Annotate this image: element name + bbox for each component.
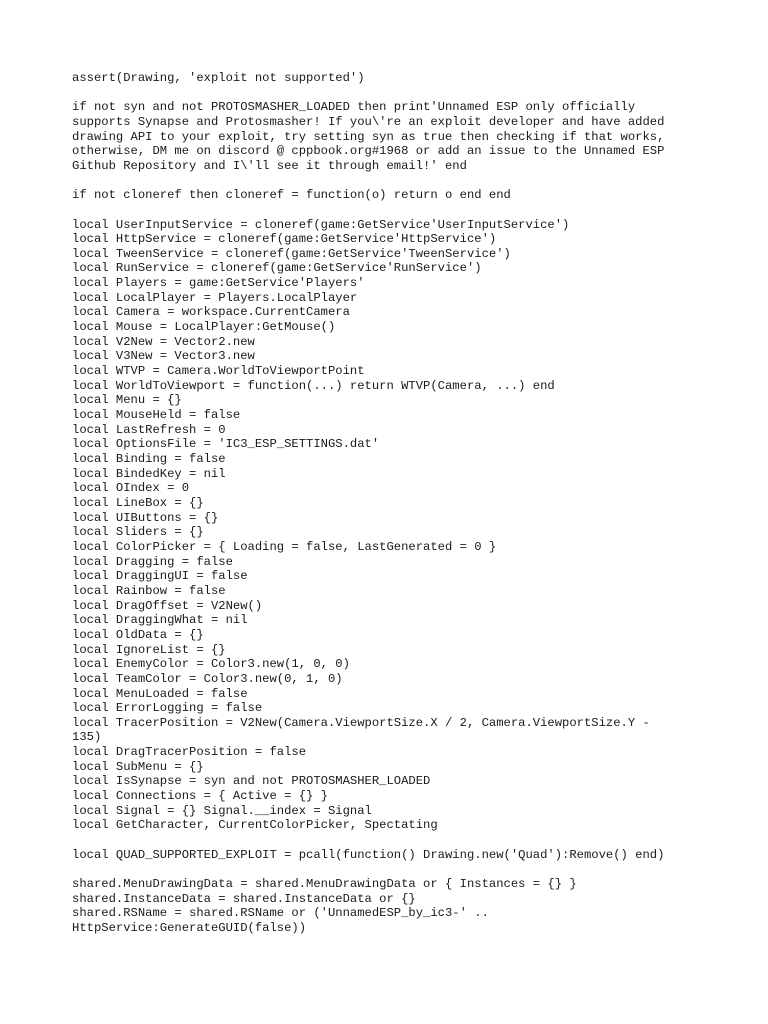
blank-line [72,86,722,101]
code-line: shared.MenuDrawingData = shared.MenuDrawingData or { Instances = {} } [72,877,577,892]
code-line: local EnemyColor = Color3.new(1, 0, 0) [72,657,350,672]
code-line: if not syn and not PROTOSMASHER_LOADED then print'Unnamed ESP only officially [72,100,636,115]
code-line: Github Repository and I\'ll see it through email!' end [72,158,467,173]
code-line: local TweenService = cloneref(game:GetService'TweenService') [72,246,511,261]
code-line: local OIndex = 0 [72,481,190,496]
code-line: assert(Drawing, 'exploit not supported') [72,71,365,85]
code-line: local IgnoreList = {} [72,642,226,657]
code-line: local WorldToViewport = function(...) return WTVP(Camera, ...) end [72,378,555,393]
code-line: local OptionsFile = 'IC3_ESP_SETTINGS.dat' [72,437,380,452]
code-line: local UIButtons = {} [72,510,219,525]
code-line: supports Synapse and Protosmasher! If you\'re an exploit developer and have added [72,114,665,129]
code-line: local Dragging = false [72,554,233,569]
code-line: local V3New = Vector3.new [72,349,255,364]
code-line: local Mouse = LocalPlayer:GetMouse() [72,320,336,335]
code-line: local Players = game:GetService'Players' [72,276,365,291]
code-line: local BindedKey = nil [72,466,226,481]
blank-line [72,174,722,189]
code-line: local SubMenu = {} [72,759,204,774]
code-line: local TracerPosition = V2New(Camera.ViewportSize.X / 2, Camera.ViewportSize.Y - [72,715,650,730]
code-line: local Sliders = {} [72,525,204,540]
code-line: local WTVP = Camera.WorldToViewportPoint [72,364,365,379]
code-line: local V2New = Vector2.new [72,334,255,349]
code-line: local DragOffset = V2New() [72,598,263,613]
blank-line [72,833,722,848]
code-line: drawing API to your exploit, try setting syn as true then checking if that works, [72,129,665,144]
code-line: local OldData = {} [72,627,204,642]
code-line: local Connections = { Active = {} } [72,789,328,804]
code-line: local ColorPicker = { Loading = false, LastGenerated = 0 } [72,539,497,554]
code-line: HttpService:GenerateGUID(false)) [72,920,307,935]
code-line: local Camera = workspace.CurrentCamera [72,305,350,320]
code-line: local MenuLoaded = false [72,686,248,701]
code-line: local LastRefresh = 0 [72,422,226,437]
code-line: local DragTracerPosition = false [72,745,307,760]
code-line: local Signal = {} Signal.__index = Signal [72,803,372,818]
code-line: if not cloneref then cloneref = function(o) return o end end [72,188,511,203]
code-listing [72,71,722,936]
code-line: local RunService = cloneref(game:GetService'RunService') [72,261,482,276]
code-line: local DraggingWhat = nil [72,613,248,628]
code-line: local Menu = {} [72,393,182,408]
code-line: otherwise, DM me on discord @ cppbook.org#1968 or add an issue to the Unnamed ESP [72,144,665,159]
code-line: shared.InstanceData = shared.InstanceData or {} [72,891,416,906]
code-line: local LocalPlayer = Players.LocalPlayer [72,290,358,305]
blank-line [72,862,722,877]
code-line: local IsSynapse = syn and not PROTOSMASHER_LOADED [72,774,431,789]
code-line: local DraggingUI = false [72,569,248,584]
code-line: shared.RSName = shared.RSName or ('UnnamedESP_by_ic3-' .. [72,906,489,921]
code-line: local MouseHeld = false [72,408,241,423]
code-line: local Binding = false [72,452,226,467]
code-line: local LineBox = {} [72,495,204,510]
code-line: local HttpService = cloneref(game:GetService'HttpService') [72,232,497,247]
code-line: local GetCharacter, CurrentColorPicker, Spectating [72,818,438,833]
code-line: local UserInputService = cloneref(game:GetService'UserInputService') [72,217,570,232]
code-line: 135) [72,730,102,745]
code-line: local TeamColor = Color3.new(0, 1, 0) [72,671,343,686]
blank-line [72,203,722,218]
code-line: local ErrorLogging = false [72,701,263,716]
code-line: local Rainbow = false [72,583,226,598]
code-line: local QUAD_SUPPORTED_EXPLOIT = pcall(function() Drawing.new('Quad'):Remove() end) [72,847,665,862]
